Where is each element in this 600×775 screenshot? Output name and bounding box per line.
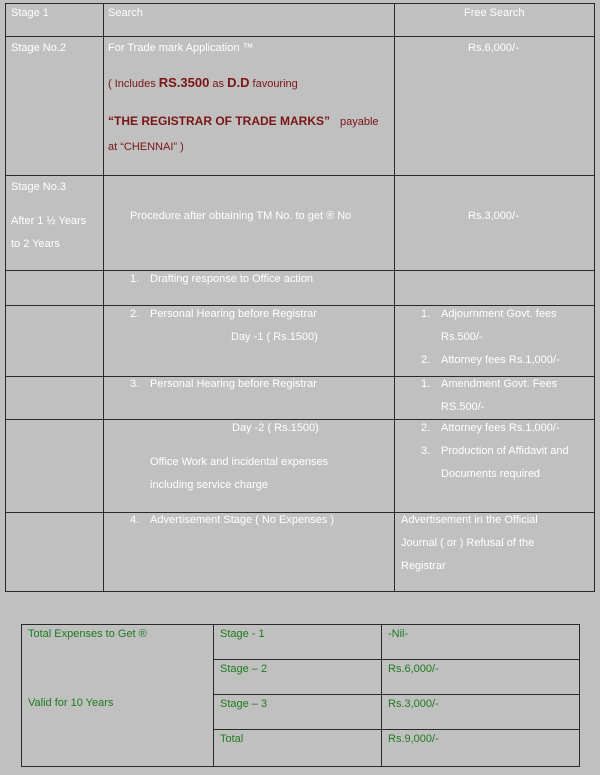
stage2-dd: D.D [227, 75, 250, 90]
r2-fee1-line1: Adjournment Govt. fees [441, 308, 557, 320]
summary-total-amount: Rs.9,000/- [388, 733, 439, 745]
stage3-fee-cell [394, 175, 595, 271]
step4-fee-cell [394, 512, 595, 592]
stage3-fee: Rs.3,000/- [468, 210, 519, 222]
stage2-fee-cell [394, 36, 595, 176]
day2-fee-cell [394, 419, 595, 513]
step1-text: Drafting response to Office action [150, 273, 314, 285]
header-stage-label: Stage 1 [11, 7, 49, 19]
step4-text: Advertisement Stage ( No Expenses ) [150, 514, 335, 526]
r2-fee1-number: 1. [421, 308, 431, 320]
step3-number: 3. [130, 378, 140, 390]
summary-row1-amount: -Nil- [388, 628, 409, 640]
r5-line1: Advertisement in the Official [401, 514, 538, 526]
stage3-period-line1: After 1 ½ Years [11, 215, 87, 227]
summary-row2-amount: Rs.6,000/- [388, 663, 439, 675]
r3-fee1-number: 1. [421, 378, 431, 390]
header-cell-search [103, 3, 395, 37]
stage2-payable-text: payable [340, 116, 379, 128]
stage2-search-cell [103, 36, 395, 176]
summary-left-cell [21, 624, 214, 767]
stage2-fee: Rs.6,000/- [468, 42, 519, 54]
stage2-includes-line [108, 76, 298, 91]
stage3-procedure: Procedure after obtaining TM No. to get ® No [130, 210, 352, 222]
summary-title: Total Expenses to Get ® [28, 628, 147, 640]
r2-fee2-number: 2. [421, 354, 431, 366]
summary-row1-stage-cell [213, 624, 382, 660]
summary-row3-amount-cell [381, 694, 580, 730]
stage2-label: Stage No.2 [11, 42, 67, 54]
step3-day2: Day -2 ( Rs.1500) [232, 422, 319, 434]
step2-fee-cell [394, 305, 595, 377]
step2-empty-cell [5, 305, 104, 377]
step3-cell [103, 376, 395, 420]
header-cell-free-search [394, 3, 595, 37]
r4-fee3-number: 3. [421, 445, 431, 457]
step4-number: 4. [130, 514, 140, 526]
stage2-registrar-name: “THE REGISTRAR OF TRADE MARKS” [108, 114, 330, 128]
day2-empty-cell [5, 419, 104, 513]
step4-empty-cell [5, 512, 104, 592]
r2-fee2-line1: Attorney fees Rs.1,000/- [441, 354, 560, 366]
day2-cell [103, 419, 395, 513]
summary-row2-amount-cell [381, 659, 580, 695]
office-work-line2: including service charge [150, 479, 269, 491]
stage2-as-text: as [209, 78, 228, 90]
stage3-label-cell [5, 175, 104, 271]
r4-fee3-line1: Production of Affidavit and [441, 445, 569, 457]
step2-text: Personal Hearing before Registrar [150, 308, 317, 320]
r4-fee2-number: 2. [421, 422, 431, 434]
stage2-label-cell [5, 36, 104, 176]
summary-total-stage-cell [213, 729, 382, 767]
summary-validity: Valid for 10 Years [28, 697, 114, 709]
r2-fee1-line2: Rs.500/- [441, 331, 483, 343]
stage3-procedure-cell [103, 175, 395, 271]
summary-row2-stage: Stage – 2 [220, 663, 268, 675]
summary-total-amount-cell [381, 729, 580, 767]
r4-fee3-line2: Documents required [441, 468, 541, 480]
summary-row3-stage: Stage – 3 [220, 698, 268, 710]
summary-row3-stage-cell [213, 694, 382, 730]
step1-cell [103, 270, 395, 306]
stage3-period-line2: to 2 Years [11, 238, 60, 250]
r3-fee1-line1: Amendment Govt. Fees [441, 378, 558, 390]
stage2-amount: RS.3500 [158, 75, 210, 90]
header-free-search-label: Free Search [464, 7, 525, 19]
step1-fee-cell [394, 270, 595, 306]
step1-number: 1. [130, 273, 140, 285]
r4-fee2-line1: Attorney fees Rs.1,000/- [441, 422, 560, 434]
r3-fee1-line2: RS.500/- [441, 401, 485, 413]
step3-text: Personal Hearing before Registrar [150, 378, 317, 390]
step3-empty-cell [5, 376, 104, 420]
stage2-chennai-line: at “CHENNAI” ) [108, 141, 184, 153]
summary-row1-stage: Stage - 1 [220, 628, 265, 640]
step2-day1: Day -1 ( Rs.1500) [231, 331, 318, 343]
stage3-label: Stage No.3 [11, 181, 67, 193]
summary-total-label: Total [220, 733, 244, 745]
summary-row1-amount-cell [381, 624, 580, 660]
r5-line2: Journal ( or ) Refusal of the [401, 537, 535, 549]
stage2-includes-prefix: ( Includes [108, 78, 159, 90]
step3-fee-cell [394, 376, 595, 420]
summary-row2-stage-cell [213, 659, 382, 695]
step1-empty-cell [5, 270, 104, 306]
step2-number: 2. [130, 308, 140, 320]
r5-line3: Registrar [401, 560, 446, 572]
office-work-line1: Office Work and incidental expenses [150, 456, 329, 468]
stage2-favouring-text: favouring [249, 78, 298, 90]
header-search-label: Search [108, 7, 143, 19]
header-cell-stage [5, 3, 104, 37]
summary-row3-amount: Rs.3,000/- [388, 698, 439, 710]
step2-cell [103, 305, 395, 377]
step4-cell [103, 512, 395, 592]
stage2-application-line: For Trade mark Application ™ [108, 42, 254, 54]
